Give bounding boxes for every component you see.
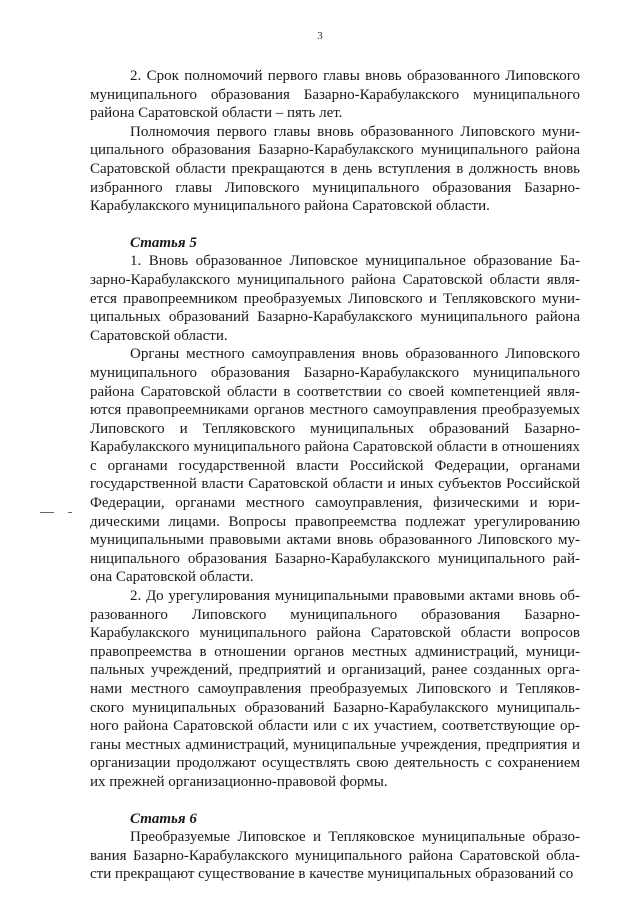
paragraph: 1. Вновь образованное Липовское муниципальное образование Базарно-Карабулакского муниципального района Саратовской области является правопреемником преобразуемых Липовского и Тепляковского муниципальных образований Базарно-Карабулакского муниципального района Саратовской области.: [90, 253, 580, 344]
paragraph: 2. Срок полномочий первого главы вновь образованного Липовского муниципального образования Базарно-Карабулакского муниципального района Саратовской области – пять лет.: [90, 68, 580, 122]
article-heading: Статья 5: [130, 234, 197, 251]
paragraph: Преобразуемые Липовское и Тепляковское муниципальные образования Базарно-Карабулакского муниципального района Саратовской области прекращают существование в качестве муниципальных образований со: [90, 829, 580, 883]
scan-artifact-mark: [40, 512, 54, 513]
article-heading: Статья 6: [130, 810, 197, 827]
scan-artifact-mark: [68, 512, 72, 513]
document-body: [90, 67, 580, 884]
paragraph: Полномочия первого главы вновь образованного Липовского муниципального образования Базарно-Карабулакского муниципального района Саратовской области прекращаются в день вступления в должность вновь избранного главы Липовского муниципального образования Базарно-Карабулакского муниципального района Саратовской области.: [90, 123, 580, 215]
paragraph: 2. До урегулирования муниципальными правовыми актами вновь образованного Липовского муниципального образования Базарно-Карабулакского муниципального района Саратовской области вопросов правопреемства в отношении органов местных администраций, муниципальных учреждений, предприятий и организаций, ранее созданных органами местного самоуправления преобразуемых Липовского и Тепляковского муниципальных образований Базарно-Карабулакского муниципального района Саратовской области или с их участием, соответствующие органы местных администраций, муниципальные учреждения, предприятия и организации продолжают осуществлять свою деятельность с сохранением их прежней организационно-правовой формы.: [90, 588, 580, 790]
paragraph: Органы местного самоуправления вновь образованного Липовского муниципального образования Базарно-Карабулакского муниципального района Саратовской области в соответствии со своей компетенцией являются правопреемниками органов местного самоуправления преобразуемых Липовского и Тепляковского муниципальных образований Базарно-Карабулакского муниципального района Саратовской области в отношениях с органами государственной власти Российской Федерации, органами государственной власти Саратовской области и иных субъектов Российской Федерации, органами местного самоуправления, физическими и юридическими лицами. Вопросы правопреемства подлежат урегулированию муниципальными правовыми актами вновь образованного Липовского муниципального образования Базарно-Карабулакского муниципального района Саратовской области.: [90, 346, 580, 586]
page-number: 3: [317, 30, 323, 42]
